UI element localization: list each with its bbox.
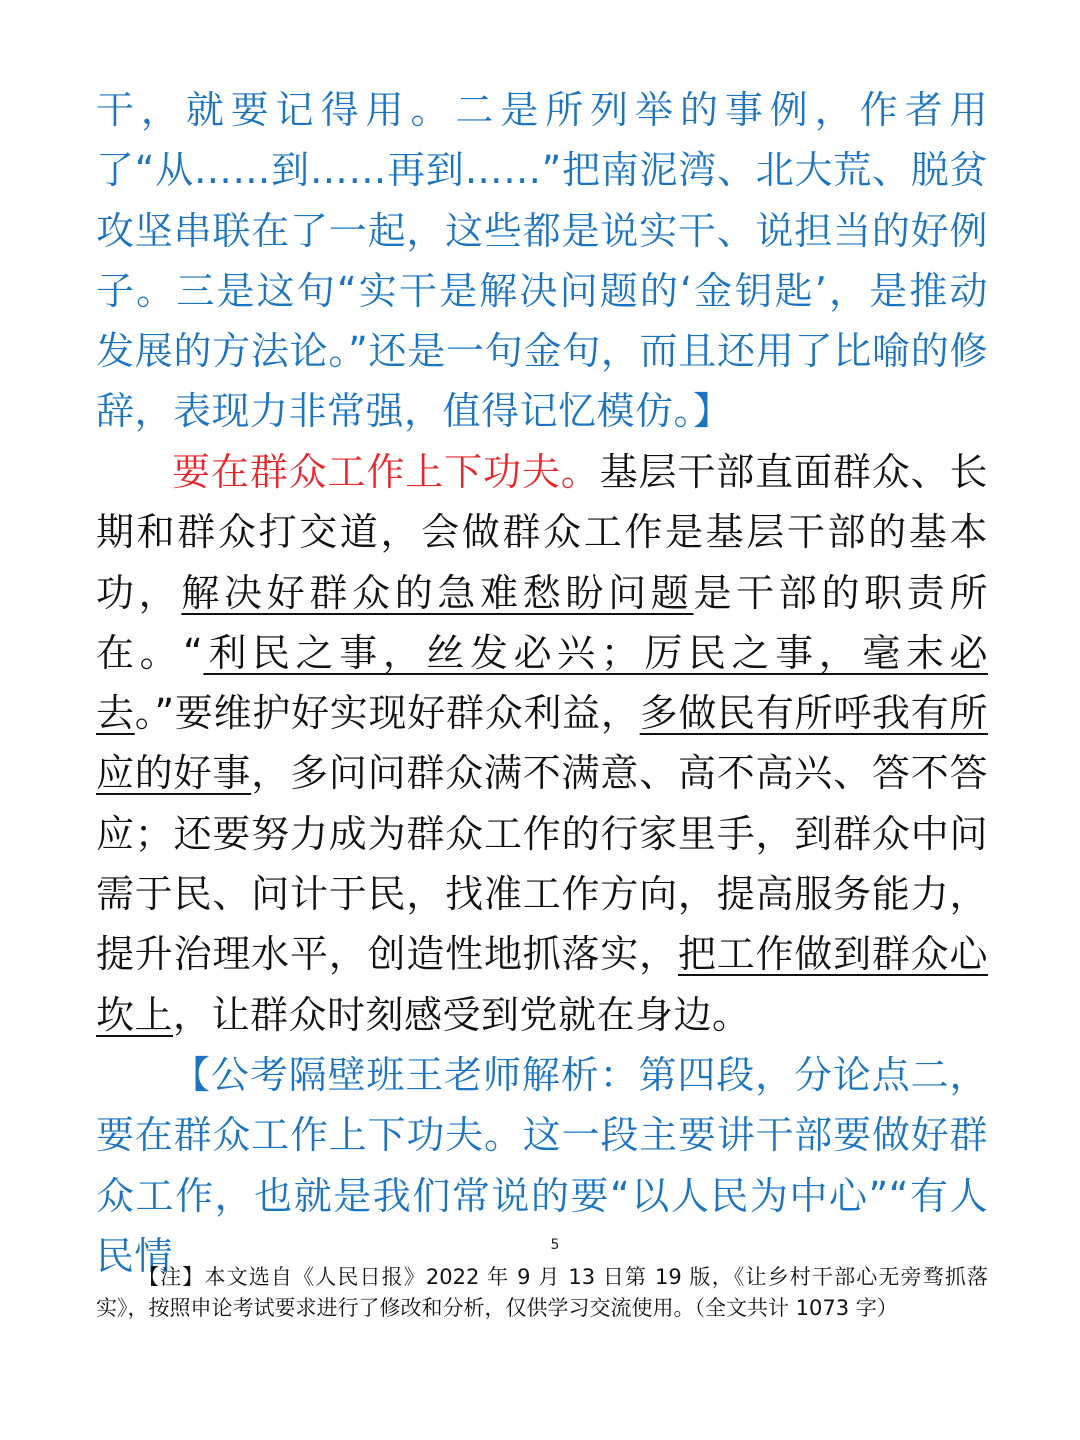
analysis-paragraph-bottom: 【公考隔壁班王老师解析：第四段，分论点二，要在群众工作上下功夫。这一段主要讲干部要做好群众工作，也就是我们常说的要“以人民为中心”“有人民情 — [96, 1053, 988, 1278]
page-number: 5 — [550, 1237, 560, 1253]
main-text-segment: ，多问问群众满不满意、高不高兴、答不答应；还要努力成为群众工作的行家里手，到群众中问需于民、问计于民，找准工作方向，提高服务能力，提升治理水平，创造性地抓落实， — [96, 751, 988, 977]
main-text-segment: 。”要维护好实现好群众利益， — [134, 691, 640, 736]
underlined-quote: 利民之事，丝发必兴；厉民之事，毫末必去 — [96, 630, 988, 736]
underlined-phrase: 多做民有所呼我有所应的好事 — [96, 691, 988, 796]
main-text-segment: 是干部的职责所在。“ — [96, 570, 988, 675]
main-paragraph — [96, 442, 988, 1045]
source-note: 【注】本文选自《人民日报》2022 年 9 月 13 日第 19 版，《让乡村干部心无旁骛抓落实》，按照申论考试要求进行了修改和分析，仅供学习交流使用。（全文共计 1073 字） — [96, 1265, 988, 1320]
analysis-paragraph-top: 干，就要记得用。二是所列举的事例，作者用了“从……到……再到……”把南泥湾、北大荒、脱贫攻坚串联在了一起，这些都是说实干、说担当的好例子。三是这句“实干是解决问题的‘金钥匙’，是推动发展的方法论。”还是一句金句，而且还用了比喻的修辞，表现力非常强，值得记忆模仿。】 — [96, 88, 988, 434]
underlined-phrase: 解决好群众的急难愁盼问题 — [181, 570, 694, 615]
main-text-segment: ，让群众时刻感受到党就在身边。 — [173, 992, 751, 1037]
main-text-segment: 基层干部直面群众、长期和群众打交道，会做群众工作是基层干部的基本功， — [96, 450, 988, 615]
section-heading: 要在群众工作上下功夫。 — [172, 450, 600, 494]
underlined-phrase: 把工作做到群众心坎上 — [96, 932, 988, 1037]
